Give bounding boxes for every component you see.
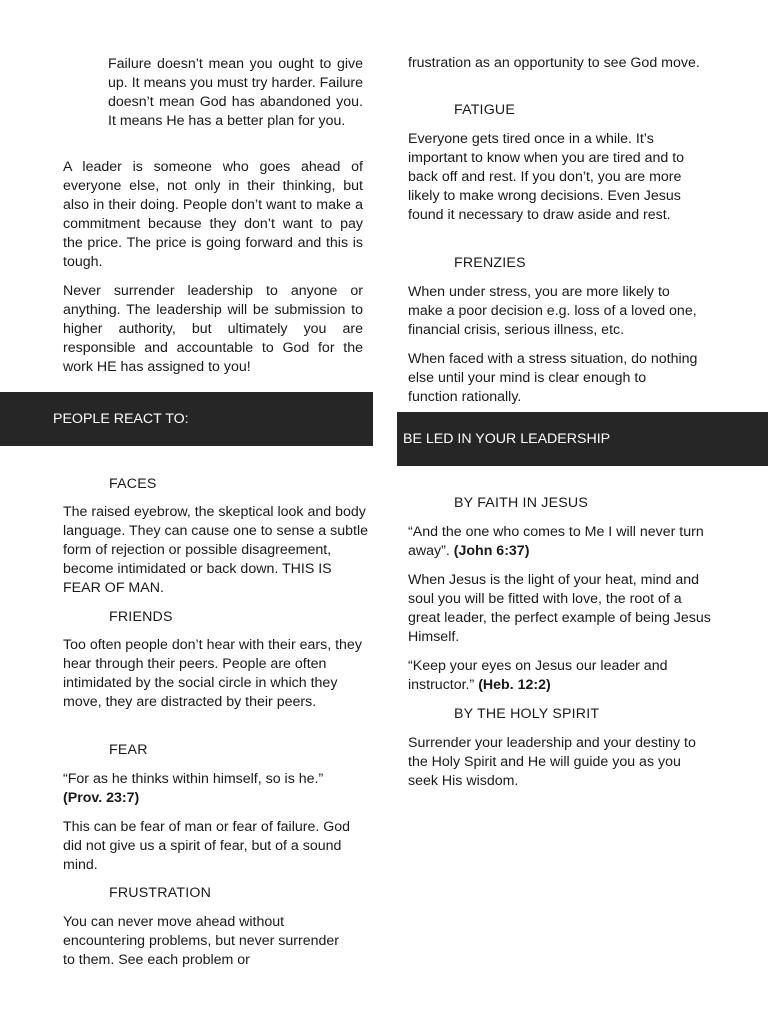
frustration-heading: FRUSTRATION (109, 885, 212, 901)
frustration-text: You can never move ahead without encountering problems, but never surrender to them. See each problem or (63, 914, 340, 968)
people-react-band (0, 392, 373, 446)
faith-reference: (John 6:37) (453, 543, 530, 559)
fear-heading: FEAR (109, 742, 148, 758)
spirit-heading: BY THE HOLY SPIRIT (454, 706, 600, 722)
fear-quote (63, 770, 368, 808)
fatigue-heading: FATIGUE (454, 102, 516, 118)
fear-quote-text: “For as he thinks within himself, so is he.” (63, 771, 324, 787)
stress-text: When faced with a stress situation, do nothing else until your mind is clear enough to function rationally. (408, 351, 698, 405)
friends-text: Too often people don’t hear with their ears, they hear through their peers. People are often intimidated by the social circle in which they move, they are distracted by their peers. (63, 637, 362, 710)
be-led-band (397, 412, 768, 466)
be-led-title: BE LED IN YOUR LEADERSHIP (403, 431, 611, 447)
eyes-reference: (Heb. 12:2) (478, 677, 551, 693)
eyes-quote-text: “Keep your eyes on Jesus our leader and instructor.” (408, 658, 668, 693)
surrender-paragraph: Never surrender leadership to anyone or anything. The leadership will be submission to higher authority, but ultimately you are responsible and accountable to God for the work HE has assigned to you! (63, 283, 363, 375)
people-react-title: PEOPLE REACT TO: (53, 411, 189, 427)
failure-quote: Failure doesn’t mean you ought to give up. It means you must try harder. Failure doesn’t mean God has abandoned you. It means He has a better plan for you. (108, 56, 363, 129)
faith-text: When Jesus is the light of your heat, mind and soul you will be fitted with love, the root of a great leader, the perfect example of being Jesus Himself. (408, 572, 711, 645)
spirit-text: Surrender your leadership and your destiny to the Holy Spirit and He will guide you as you seek His wisdom. (408, 735, 696, 789)
fatigue-text: Everyone gets tired once in a while. It’s important to know when you are tired and to back off and rest. If you don’t, you are more likely to make wrong decisions. Even Jesus found it necessary to draw aside and rest. (408, 131, 685, 223)
faith-quote-text: “And the one who comes to Me I will never turn away”. (408, 524, 704, 559)
faith-heading: BY FAITH IN JESUS (454, 495, 589, 511)
eyes-quote (408, 657, 713, 695)
faith-quote (408, 523, 713, 561)
fear-reference: (Prov. 23:7) (63, 790, 140, 806)
fear-text: This can be fear of man or fear of failure. God did not give us a spirit of fear, but of a sound mind. (63, 819, 351, 873)
friends-heading: FRIENDS (109, 609, 173, 625)
faces-text: The raised eyebrow, the skeptical look and body language. They can cause one to sense a subtle form of rejection or possible disagreement, become intimidated or back down. THIS IS FEAR OF MAN. (63, 504, 368, 596)
frenzies-heading: FRENZIES (454, 255, 526, 271)
frenzies-text: When under stress, you are more likely to make a poor decision e.g. loss of a loved one, financial crisis, serious illness, etc. (408, 284, 697, 338)
leader-paragraph: A leader is someone who goes ahead of everyone else, not only in their thinking, but also in their doing. People don’t want to make a commitment because they don’t want to pay the price. The price is going forward and this is tough. (63, 159, 363, 270)
frustration-continued: frustration as an opportunity to see God move. (408, 55, 700, 71)
faces-heading: FACES (109, 476, 157, 492)
